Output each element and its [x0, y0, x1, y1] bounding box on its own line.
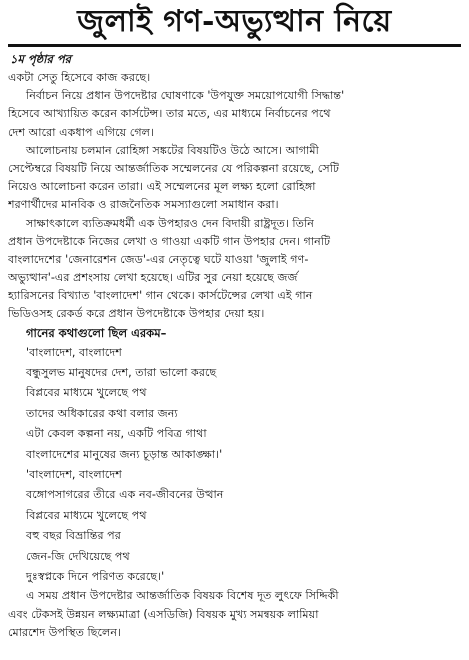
song-line: বন্ধুসুলভ মানুষদের দেশ, তারা ভালো করছে [26, 366, 217, 380]
song-heading: গানের কথাগুলো ছিল এরকম– [26, 325, 167, 340]
song-line: বঙ্গোপসাগরের তীরে এক নব-জীবনের উত্থান [26, 488, 224, 502]
continued-from-label: ১ম পৃষ্ঠার পর [10, 52, 71, 66]
paragraph-line: সাক্ষাৎকালে ব্যতিক্রমধর্মী এক উপহারও দেন বিদায়ী রাষ্ট্রদূত। তিনি [26, 216, 314, 230]
song-line: 'বাংলাদেশ, বাংলাদেশ [26, 345, 122, 359]
paragraph-3 [8, 142, 461, 215]
paragraph-1 [8, 69, 461, 87]
song-line: বিপ্লবের মাধ্যমে খুলেছে পথ [26, 508, 147, 522]
paragraph-2 [8, 87, 461, 142]
paragraph-line: আলোচনায় চলমান রোহিঙ্গা সঙ্কটের বিষয়টিও উঠে আসে। আগামী [26, 143, 319, 157]
paragraph-line: এ সময় প্রধান উপদেষ্টার আন্তর্জাতিক বিষয়ক বিশেষ দূত লুৎফে সিদ্দিকী [26, 589, 339, 603]
paragraph-5 [8, 587, 461, 642]
song-line: বহু বছর বিভ্রান্তির পর [26, 529, 121, 543]
paragraph-line: দেশ আরো একধাপ এগিয়ে গেল। [8, 125, 154, 139]
paragraph-line: মোরশেদ উপস্থিত ছিলেন। [8, 625, 122, 639]
paragraph-line: নিয়েও আলোচনা করেন তারা। এই সম্মেলনের মূল লক্ষ্য হলো রোহিঙ্গা [8, 180, 316, 194]
paragraph-line: বাংলাদেশের 'জেনারেশন জেড'-এর নেতৃত্বে ঘটে যাওয়া 'জুলাই গণ- [8, 252, 309, 266]
headline: জুলাই গণ-অভ্যুত্থান নিয়ে [8, 0, 461, 47]
song-lyrics [8, 343, 461, 588]
song-line: 'বাংলাদেশ, বাংলাদেশ [26, 467, 122, 481]
song-line: বাংলাদেশের মানুষের জন্য চূড়ান্ত আকাঙ্ক্ষা।' [26, 447, 223, 461]
paragraph-line: নির্বাচন নিয়ে প্রধান উপদেষ্টার ঘোষণাকে 'উপযুক্ত সময়োপযোগী সিদ্ধান্ত' [26, 89, 345, 103]
paragraph-line: হিসেবে আখ্যায়িত করেন কার্সটেন্স। তার মতে, এর মাধ্যমে নির্বাচনের পথে [8, 107, 331, 121]
song-line: এটা কেবল কল্পনা নয়, একটি পবিত্র গাথা [26, 427, 207, 441]
paragraph-line: এবং টেকসই উন্নয়ন লক্ষ্যমাত্রা (এসডিজি) বিষয়ক মুখ্য সমন্বয়ক লামিয়া [8, 607, 319, 621]
song-line: বিপ্লবের মাধ্যমে খুলেছে পথ [26, 386, 147, 400]
song-line: জেন-জি দেখিয়েছে পথ [26, 549, 130, 563]
paragraph-4 [8, 215, 461, 324]
paragraph-line: সেপ্টেম্বরে বিষয়টি নিয়ে আন্তর্জাতিক সম্মেলনের যে পরিকল্পনা রয়েছে, সেটি [8, 161, 340, 175]
paragraph-line: প্রধান উপদেষ্টাকে নিজের লেখা ও গাওয়া একটি গান উপহার দেন। গানটি [8, 234, 331, 248]
paragraph-line: শরণার্থীদের মানবিক ও রাজনৈতিক সমস্যাগুলো সমাধান করা। [8, 198, 279, 212]
song-line: তাদের অধিকারের কথা বলার জন্য [26, 406, 178, 420]
paragraph-line: হ্যারিসনের বিখ্যাত 'বাংলাদেশ' গান থেকে। কার্সটেন্সের লেখা এই গান [8, 289, 313, 303]
paragraph-line: একটা সেতু হিসেবে কাজ করছে। [8, 71, 151, 84]
song-line: দুঃস্বপ্নকে দিনে পরিণত করেছে।' [26, 569, 165, 583]
paragraph-line: অভ্যুত্থান'-এর প্রশংসায় লেখা হয়েছে। এটির সুর নেয়া হয়েছে জর্জ [8, 271, 298, 285]
paragraph-line: ভিডিওসহ রেকর্ড করে প্রধান উপদেষ্টাকে উপহার দেয়া হয়। [8, 307, 265, 321]
